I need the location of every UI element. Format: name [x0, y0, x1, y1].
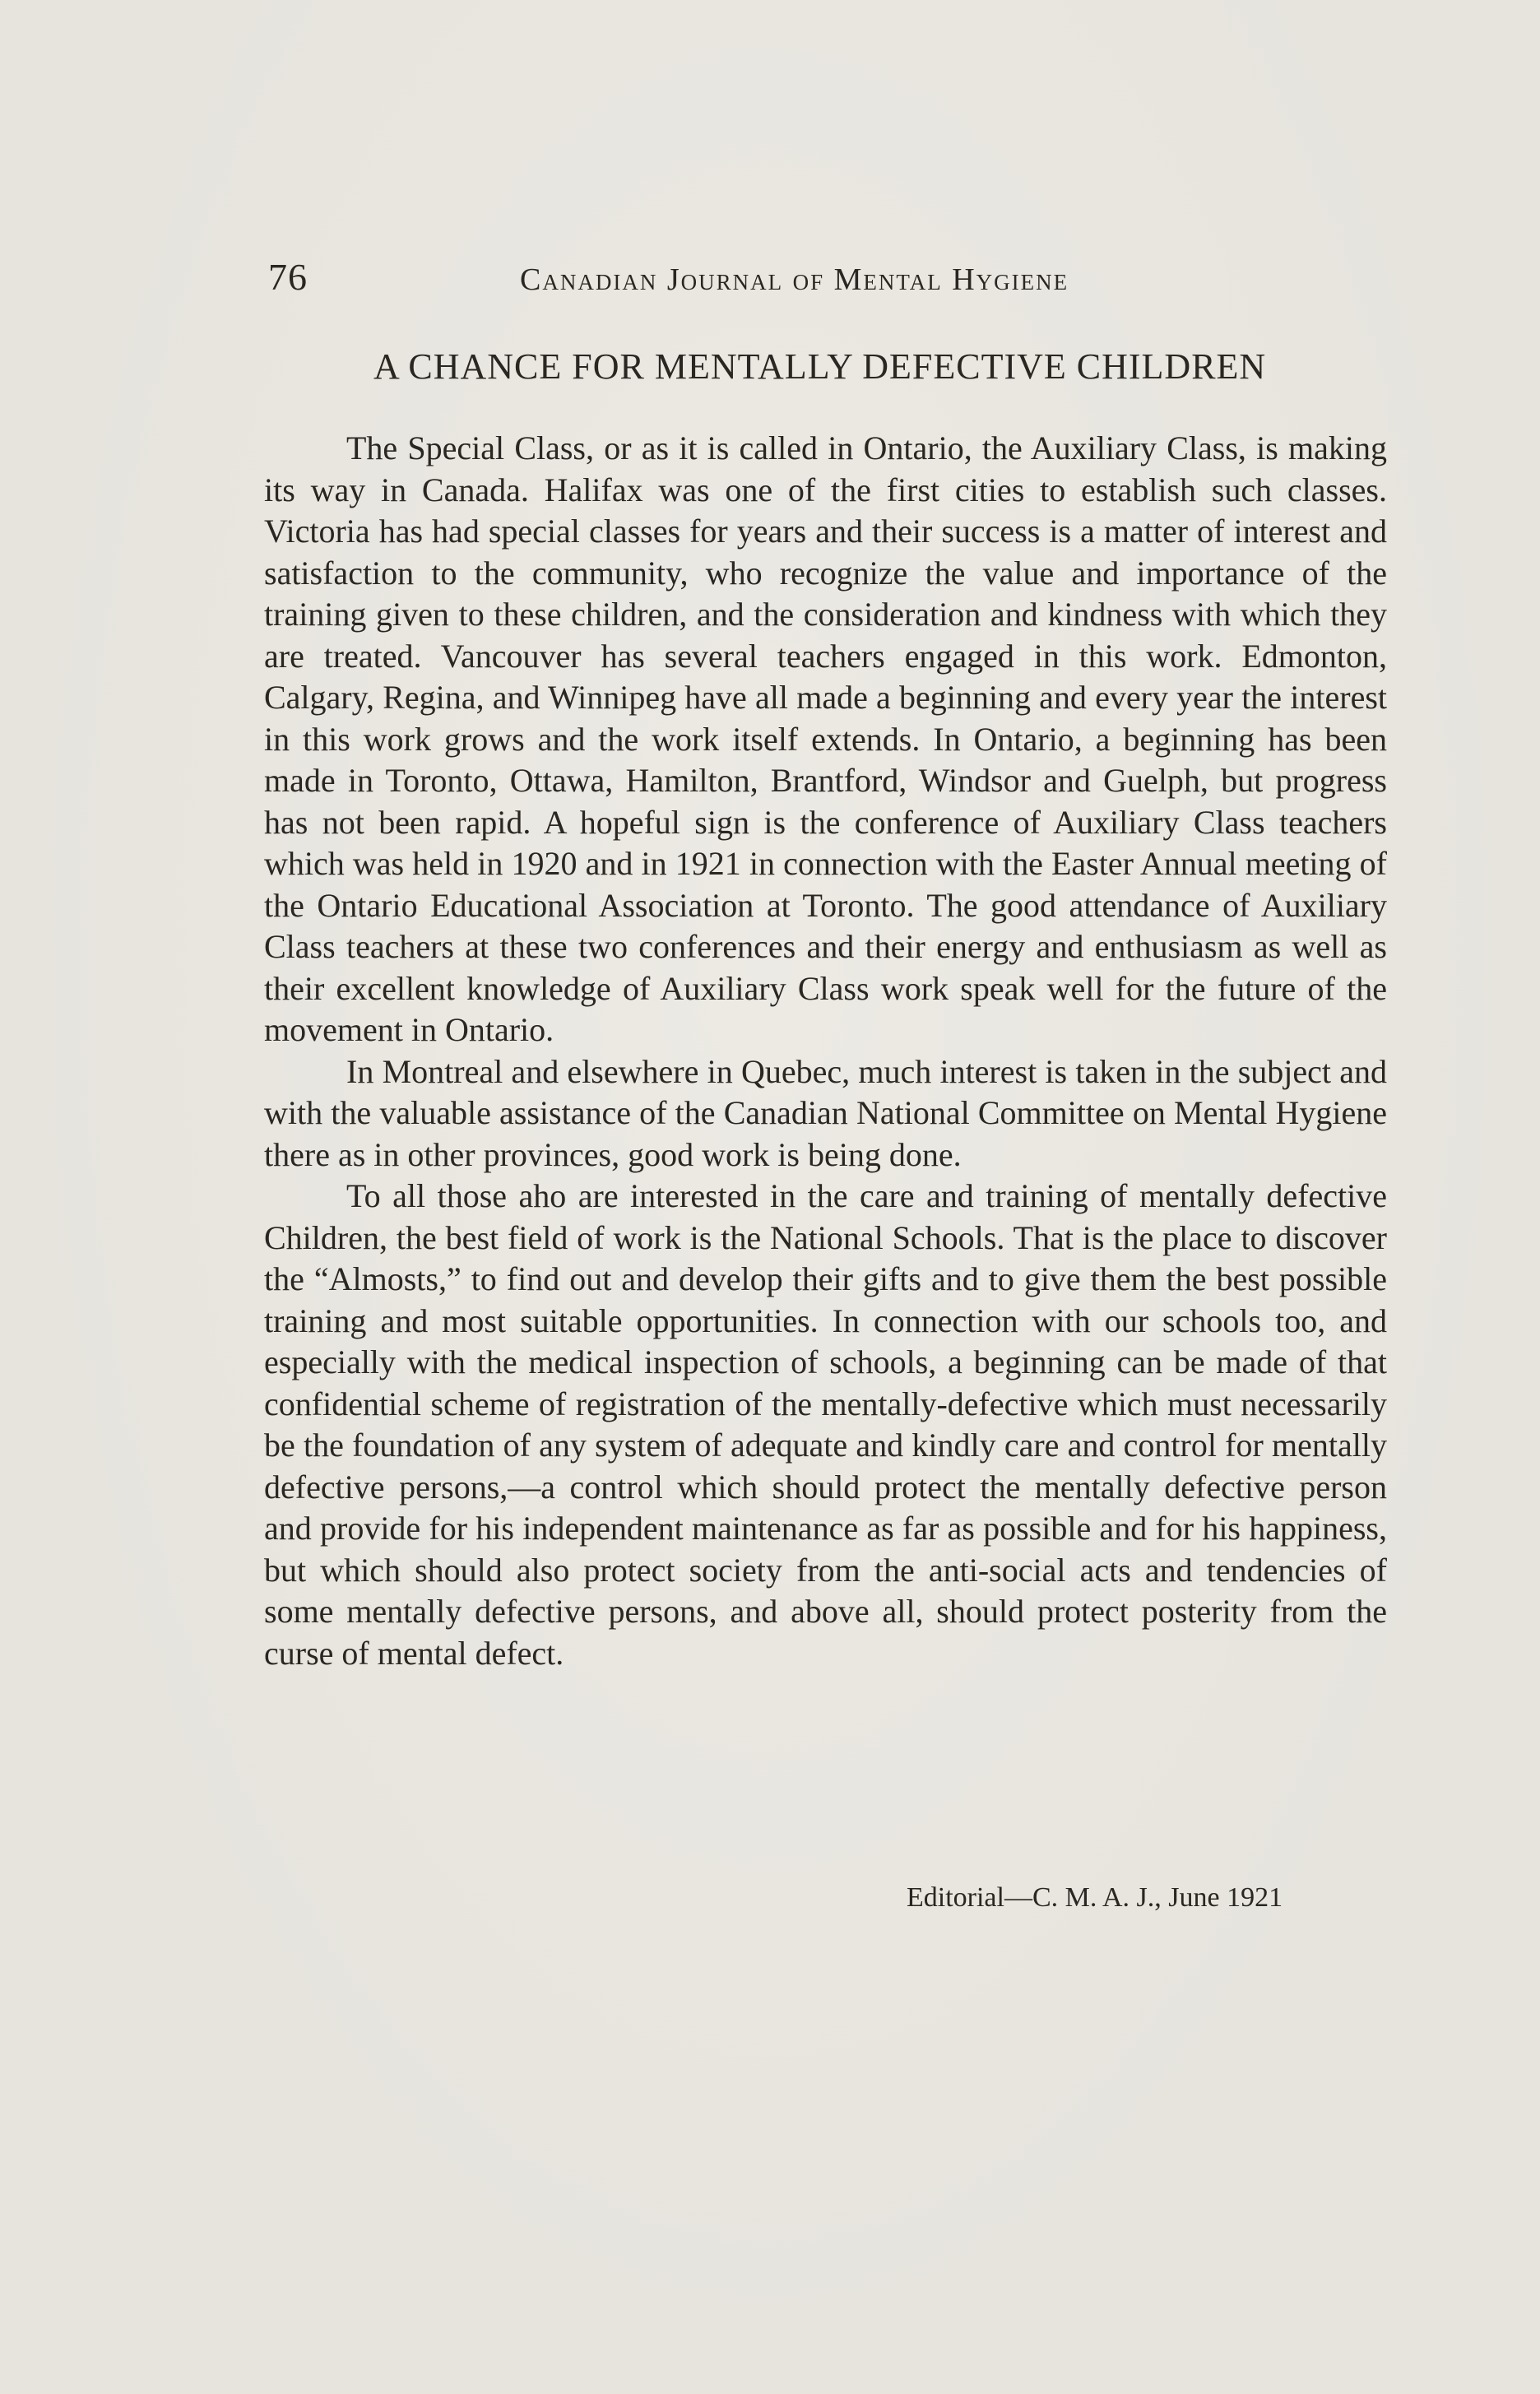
paragraph-1: The Special Class, or as it is called in Ontario, the Auxiliary Class, is making its way in Canada. Halifax was one of the first cities to establish such classes. Victoria has had special classes for years and their success is a matter of interest and satisfaction to the community, who recognize the value and importance of the training given to these children, and the consideration and kindness with which they are treated. Vancouver has several teachers engaged in this work. Edmonton, Calgary, Regina, and Winnipeg have all made a beginning and every year the interest in this work grows and the work itself extends. In Ontario, a beginning has been made in Toronto, Ottawa, Hamilton, Brantford, Windsor and Guelph, but progress has not been rapid. A hopeful sign is the conference of Auxiliary Class teachers which was held in 1920 and in 1921 in connection with the Easter Annual meeting of the Ontario Educational Association at Toronto. The good attendance of Auxiliary Class teachers at these two conferences and their energy and enthusiasm as well as their excellent knowledge of Auxiliary Class work speak well for the future of the movement in Ontario. — [264, 429, 1387, 1048]
page-header — [268, 255, 1206, 313]
page-number: 76 — [268, 256, 308, 298]
paragraph-2: In Montreal and elsewhere in Quebec, much interest is taken in the subject and with the valuable assistance of the Canadian National Committee on Mental Hygiene there as in other provinces, good work is being done. — [264, 1052, 1387, 1173]
running-head: Canadian Journal of Mental Hygiene — [520, 262, 1069, 297]
article-body — [264, 428, 1387, 1674]
article-title: A CHANCE FOR MENTALLY DEFECTIVE CHILDREN — [373, 346, 1267, 387]
attribution: Editorial—C. M. A. J., June 1921 — [907, 1882, 1283, 1913]
paragraph-3: To all those aho are interested in the care and training of mentally defective Children, the best field of work is the National Schools. That is the place to discover the “Almosts,” to find out and develop their gifts and to give them the best possible training and most suitable opportunities. In connection with our schools too, and especially with the medical inspection of schools, a beginning can be made of that confidential scheme of registration of the mentally-defective which must necessarily be the foundation of any system of adequate and kindly care and control for mentally defective persons,—a control which should protect the mentally defective person and provide for his independent maintenance as far as possible and for his happiness, but which should also protect society from the anti-social acts and tendencies of some mentally defective persons, and above all, should protect posterity from the curse of mental defect. — [264, 1177, 1387, 1672]
